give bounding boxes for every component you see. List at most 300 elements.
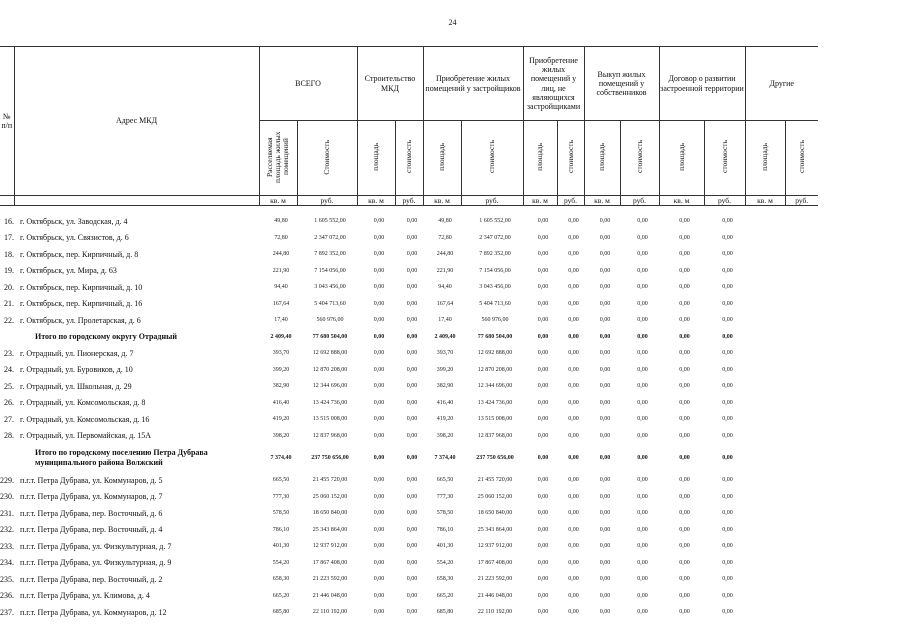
value-cell: 0,00 <box>568 234 579 241</box>
table-row <box>0 296 821 313</box>
value-cell: 0,00 <box>537 493 549 500</box>
value-cell: 665,20 <box>436 592 454 599</box>
value-cell: 0,00 <box>373 399 385 406</box>
value-cell: 1 605 552,00 <box>479 218 511 225</box>
total-label: Итого по городскому округу Отрадный <box>35 331 177 341</box>
address-cell: г. Октябрьск, ул. Связистов, д. 6 <box>20 233 129 243</box>
value-cell: 0,00 <box>722 284 733 291</box>
value-cell <box>788 395 821 412</box>
value-cell: 0,00 <box>537 543 549 550</box>
value-cell: 0,00 <box>722 333 733 340</box>
value-cell: 0,00 <box>637 267 648 274</box>
value-cell: 0,00 <box>373 416 385 423</box>
value-cell: 0,00 <box>537 399 549 406</box>
value-cell <box>748 329 788 346</box>
value-cell: 18 650 840,00 <box>477 510 513 517</box>
value-cell: 401,30 <box>272 543 290 550</box>
table-row <box>0 312 821 329</box>
value-cell: 0,00 <box>373 350 385 357</box>
value-cell: 0,00 <box>568 416 579 423</box>
value-cell: 2 409,40 <box>270 333 292 340</box>
value-cell: 0,00 <box>722 218 733 225</box>
value-cell: 0,00 <box>537 317 549 324</box>
value-cell: 0,00 <box>679 432 690 439</box>
data-table-body <box>0 213 821 621</box>
value-cell: 0,00 <box>568 218 579 225</box>
value-cell: 12 692 888,00 <box>312 350 348 357</box>
value-cell: 0,00 <box>679 267 690 274</box>
value-cell: 167,64 <box>272 300 290 307</box>
unit-area: кв. м <box>523 196 557 206</box>
value-cell: 0,00 <box>637 234 648 241</box>
address-cell: г. Октябрьск, пер. Кирпичный, д. 10 <box>20 282 143 292</box>
value-cell: 0,00 <box>406 284 418 291</box>
value-cell <box>748 279 788 296</box>
value-cell: 0,00 <box>722 526 733 533</box>
address-cell: п.г.т. Петра Дубрава, пер. Восточный, д. 4 <box>20 525 163 535</box>
value-cell: 0,00 <box>722 300 733 307</box>
value-cell: 0,00 <box>373 284 385 291</box>
table-row <box>0 263 821 280</box>
value-cell <box>788 428 821 445</box>
table-row <box>0 571 821 588</box>
value-cell: 0,00 <box>537 350 549 357</box>
subheader-cost: стоимость <box>557 121 584 196</box>
value-cell <box>788 604 821 621</box>
value-cell: 665,20 <box>272 592 290 599</box>
address-cell: г. Отрадный, ул. Первомайская, д. 15А <box>20 431 152 441</box>
value-cell: 665,50 <box>436 477 454 484</box>
value-cell: 0,00 <box>637 455 648 461</box>
value-cell: 0,00 <box>599 399 611 406</box>
value-cell: 0,00 <box>679 284 690 291</box>
row-number: 232. <box>0 525 14 535</box>
value-cell: 0,00 <box>599 234 611 241</box>
value-cell <box>748 312 788 329</box>
value-cell: 25 060 152,00 <box>312 493 348 500</box>
value-cell: 0,00 <box>679 416 690 423</box>
value-cell: 0,00 <box>637 592 648 599</box>
value-cell: 0,00 <box>722 267 733 274</box>
value-cell: 12 937 912,00 <box>312 543 348 550</box>
value-cell: 0,00 <box>568 526 579 533</box>
unit-area: кв. м <box>745 196 785 206</box>
value-cell: 0,00 <box>679 493 690 500</box>
value-cell: 0,00 <box>637 399 648 406</box>
value-cell <box>788 378 821 395</box>
value-cell <box>748 489 788 506</box>
value-cell: 0,00 <box>373 234 385 241</box>
value-cell: 13 515 008,00 <box>477 416 513 423</box>
value-cell <box>748 213 788 230</box>
value-cell: 21 455 720,00 <box>312 477 348 484</box>
value-cell <box>748 246 788 263</box>
value-cell: 0,00 <box>679 559 690 566</box>
value-cell: 0,00 <box>568 333 579 340</box>
group-header-nondeveloper-purchase: Приобретение жилых помещений у лиц, не являющихся застройщиками <box>523 47 584 121</box>
value-cell: 2 409,40 <box>434 333 456 340</box>
row-number <box>0 329 17 346</box>
value-cell: 17,40 <box>274 317 288 324</box>
value-cell <box>788 571 821 588</box>
row-number: 19. <box>4 266 14 276</box>
value-cell: 0,00 <box>568 559 579 566</box>
value-cell: 0,00 <box>679 592 690 599</box>
value-cell: 382,90 <box>272 383 290 390</box>
value-cell: 0,00 <box>599 317 611 324</box>
value-cell: 0,00 <box>406 493 418 500</box>
value-cell: 0,00 <box>679 526 690 533</box>
value-cell <box>748 296 788 313</box>
value-cell: 0,00 <box>637 300 648 307</box>
row-number: 18. <box>4 249 14 259</box>
value-cell: 0,00 <box>637 333 648 340</box>
value-cell: 0,00 <box>679 300 690 307</box>
value-cell: 0,00 <box>722 416 733 423</box>
value-cell: 13 424 736,00 <box>312 399 348 406</box>
value-cell: 416,40 <box>436 399 454 406</box>
table-header <box>0 46 818 206</box>
row-number: 27. <box>4 414 14 424</box>
value-cell: 94,40 <box>274 284 288 291</box>
value-cell: 0,00 <box>568 510 579 517</box>
value-cell <box>788 312 821 329</box>
value-cell: 22 110 192,00 <box>312 609 348 616</box>
value-cell: 0,00 <box>406 399 418 406</box>
value-cell <box>788 279 821 296</box>
value-cell: 0,00 <box>722 455 733 461</box>
value-cell: 578,50 <box>436 510 454 517</box>
value-cell: 685,80 <box>272 609 290 616</box>
value-cell: 0,00 <box>637 510 648 517</box>
address-cell: г. Октябрьск, ул. Мира, д. 63 <box>20 266 117 276</box>
value-cell: 419,20 <box>436 416 454 423</box>
value-cell: 0,00 <box>599 333 611 340</box>
value-cell: 0,00 <box>406 333 418 340</box>
table-row <box>0 246 821 263</box>
value-cell: 7 154 056,00 <box>479 267 511 274</box>
value-cell: 0,00 <box>679 350 690 357</box>
value-cell <box>748 444 788 472</box>
value-cell: 399,20 <box>272 366 290 373</box>
unit-rub: руб. <box>557 196 584 206</box>
value-cell: 0,00 <box>373 576 385 583</box>
row-number: 231. <box>0 508 14 518</box>
value-cell: 0,00 <box>679 399 690 406</box>
value-cell: 0,00 <box>537 333 549 340</box>
value-cell: 167,64 <box>436 300 454 307</box>
value-cell: 22 110 192,00 <box>477 609 513 616</box>
value-cell <box>788 505 821 522</box>
value-cell: 0,00 <box>599 350 611 357</box>
value-cell: 0,00 <box>406 317 418 324</box>
value-cell: 0,00 <box>722 234 733 241</box>
value-cell: 49,80 <box>438 218 452 225</box>
value-cell: 2 347 072,00 <box>314 234 346 241</box>
group-header-construction: Строительство МКД <box>357 47 423 121</box>
address-cell: г. Октябрьск, ул. Пролетарская, д. 6 <box>20 315 141 325</box>
value-cell: 77 680 504,00 <box>312 333 348 340</box>
address-cell: п.г.т. Петра Дубрава, ул. Коммунаров, д. 12 <box>20 607 167 617</box>
group-header-buyout: Выкуп жилых помещений у собственников <box>584 47 659 121</box>
value-cell: 0,00 <box>406 383 418 390</box>
value-cell: 0,00 <box>537 559 549 566</box>
value-cell: 12 937 912,00 <box>477 543 513 550</box>
table-row <box>0 213 821 230</box>
unit-area: кв. м <box>659 196 704 206</box>
unit-rub: руб. <box>395 196 423 206</box>
value-cell: 0,00 <box>722 592 733 599</box>
value-cell: 554,20 <box>272 559 290 566</box>
table-row <box>0 279 821 296</box>
page-number: 24 <box>448 18 457 27</box>
value-cell: 0,00 <box>599 284 611 291</box>
value-cell: 0,00 <box>679 576 690 583</box>
value-cell: 0,00 <box>679 234 690 241</box>
value-cell: 0,00 <box>722 251 733 258</box>
value-cell: 0,00 <box>599 559 611 566</box>
value-cell <box>788 230 821 247</box>
value-cell: 0,00 <box>406 526 418 533</box>
value-cell: 21 446 048,00 <box>477 592 513 599</box>
value-cell <box>788 555 821 572</box>
value-cell <box>748 362 788 379</box>
address-cell: п.г.т. Петра Дубрава, ул. Коммунаров, д. 5 <box>20 475 163 485</box>
value-cell: 0,00 <box>537 432 549 439</box>
row-number: 21. <box>4 299 14 309</box>
value-cell: 786,10 <box>436 526 454 533</box>
address-cell: п.г.т. Петра Дубрава, ул. Коммунаров, д. 7 <box>20 492 163 502</box>
value-cell: 0,00 <box>568 284 579 291</box>
row-number: 236. <box>0 591 14 601</box>
unit-area: кв. м <box>423 196 461 206</box>
value-cell: 25 060 152,00 <box>477 493 513 500</box>
value-cell: 0,00 <box>722 317 733 324</box>
table-row <box>0 555 821 572</box>
value-cell <box>748 263 788 280</box>
value-cell: 0,00 <box>599 432 611 439</box>
value-cell: 0,00 <box>568 251 579 258</box>
address-cell: п.г.т. Петра Дубрава, ул. Климова, д. 4 <box>20 591 150 601</box>
value-cell: 0,00 <box>537 477 549 484</box>
value-cell: 0,00 <box>722 510 733 517</box>
value-cell <box>748 472 788 489</box>
value-cell: 0,00 <box>599 366 611 373</box>
value-cell: 0,00 <box>406 350 418 357</box>
value-cell: 0,00 <box>679 317 690 324</box>
unit-rub: руб. <box>704 196 745 206</box>
table-row <box>0 538 821 555</box>
value-cell: 0,00 <box>406 559 418 566</box>
value-cell: 0,00 <box>637 477 648 484</box>
value-cell: 0,00 <box>568 399 579 406</box>
value-cell <box>748 378 788 395</box>
value-cell: 72,80 <box>438 234 452 241</box>
value-cell: 0,00 <box>568 350 579 357</box>
value-cell: 419,20 <box>272 416 290 423</box>
value-cell: 0,00 <box>568 609 579 616</box>
value-cell: 0,00 <box>637 366 648 373</box>
value-cell: 0,00 <box>679 383 690 390</box>
value-cell: 5 404 713,60 <box>314 300 346 307</box>
address-cell: г. Октябрьск, пер. Кирпичный, д. 8 <box>20 249 139 259</box>
value-cell: 0,00 <box>373 559 385 566</box>
value-cell: 221,90 <box>272 267 290 274</box>
row-number: 230. <box>0 492 14 502</box>
value-cell: 0,00 <box>537 251 549 258</box>
value-cell: 665,50 <box>272 477 290 484</box>
value-cell: 0,00 <box>568 477 579 484</box>
value-cell: 0,00 <box>373 493 385 500</box>
value-cell: 0,00 <box>637 383 648 390</box>
value-cell: 0,00 <box>722 432 733 439</box>
row-number <box>0 444 17 472</box>
address-cell: п.г.т. Петра Дубрава, пер. Восточный, д. 6 <box>20 508 163 518</box>
address-column-header: Адрес МКД <box>14 47 259 196</box>
value-cell: 0,00 <box>406 510 418 517</box>
value-cell: 0,00 <box>373 609 385 616</box>
value-cell: 0,00 <box>637 416 648 423</box>
value-cell: 237 750 656,00 <box>476 455 514 461</box>
subheader-area: площадь <box>584 121 620 196</box>
value-cell: 0,00 <box>599 526 611 533</box>
value-cell: 0,00 <box>679 510 690 517</box>
value-cell: 244,80 <box>436 251 454 258</box>
value-cell: 0,00 <box>568 383 579 390</box>
table-row <box>0 378 821 395</box>
value-cell: 72,80 <box>274 234 288 241</box>
value-cell: 12 870 208,00 <box>477 366 513 373</box>
value-cell: 0,00 <box>373 366 385 373</box>
total-row <box>0 329 821 346</box>
table-row <box>0 411 821 428</box>
value-cell: 0,00 <box>373 526 385 533</box>
value-cell: 0,00 <box>568 592 579 599</box>
value-cell <box>748 428 788 445</box>
value-cell: 5 404 713,60 <box>479 300 511 307</box>
unit-area: кв. м <box>357 196 395 206</box>
value-cell: 0,00 <box>373 251 385 258</box>
value-cell: 777,30 <box>272 493 290 500</box>
value-cell: 94,40 <box>438 284 452 291</box>
value-cell: 7 374,40 <box>434 455 456 461</box>
value-cell: 0,00 <box>373 477 385 484</box>
value-cell: 7 892 352,00 <box>314 251 346 258</box>
group-header-total: ВСЕГО <box>259 47 357 121</box>
value-cell: 0,00 <box>537 284 549 291</box>
total-row <box>0 444 821 472</box>
value-cell: 0,00 <box>568 432 579 439</box>
value-cell: 0,00 <box>679 455 690 461</box>
row-number: 26. <box>4 398 14 408</box>
value-cell: 777,30 <box>436 493 454 500</box>
value-cell: 21 223 592,00 <box>312 576 348 583</box>
value-cell: 13 424 736,00 <box>477 399 513 406</box>
value-cell: 401,30 <box>436 543 454 550</box>
value-cell: 0,00 <box>599 251 611 258</box>
unit-area: кв. м <box>259 196 297 206</box>
subheader-cost: стоимость <box>704 121 745 196</box>
group-header-developer-purchase: Приобретение жилых помещений у застройщиков <box>423 47 523 121</box>
value-cell: 12 837 968,00 <box>312 432 348 439</box>
value-cell: 0,00 <box>568 455 579 461</box>
subheader-cost: стоимость <box>461 121 523 196</box>
value-cell <box>788 296 821 313</box>
subheader-cost: стоимость <box>395 121 423 196</box>
address-cell: п.г.т. Петра Дубрава, ул. Физкультурная, д. 7 <box>20 541 172 551</box>
value-cell: 0,00 <box>637 350 648 357</box>
value-cell: 0,00 <box>679 251 690 258</box>
group-header-territory-development: Договор о развитии застроенной территории <box>659 47 745 121</box>
value-cell: 0,00 <box>406 432 418 439</box>
value-cell: 0,00 <box>537 234 549 241</box>
value-cell: 7 374,40 <box>270 455 292 461</box>
address-cell: г. Отрадный, ул. Комсомольская, д. 16 <box>20 414 150 424</box>
value-cell: 0,00 <box>637 576 648 583</box>
value-cell: 0,00 <box>722 399 733 406</box>
value-cell: 0,00 <box>537 592 549 599</box>
value-cell: 0,00 <box>406 218 418 225</box>
value-cell: 0,00 <box>373 455 385 461</box>
value-cell <box>748 604 788 621</box>
address-cell: г. Отрадный, ул. Пионерская, д. 7 <box>20 348 134 358</box>
value-cell: 0,00 <box>406 477 418 484</box>
value-cell: 0,00 <box>373 510 385 517</box>
table-row <box>0 362 821 379</box>
value-cell: 0,00 <box>599 510 611 517</box>
value-cell: 0,00 <box>722 477 733 484</box>
value-cell: 0,00 <box>568 576 579 583</box>
value-cell: 21 455 720,00 <box>477 477 513 484</box>
value-cell: 0,00 <box>637 543 648 550</box>
row-number: 24. <box>4 365 14 375</box>
value-cell: 0,00 <box>373 543 385 550</box>
value-cell: 0,00 <box>679 477 690 484</box>
number-column-header: № п/п <box>0 47 14 196</box>
value-cell: 0,00 <box>537 267 549 274</box>
table-row <box>0 472 821 489</box>
value-cell <box>788 263 821 280</box>
table-row <box>0 588 821 605</box>
value-cell: 0,00 <box>537 576 549 583</box>
value-cell <box>788 213 821 230</box>
address-cell: п.г.т. Петра Дубрава, ул. Физкультурная, д. 9 <box>20 558 172 568</box>
group-header-other: Другие <box>745 47 818 121</box>
value-cell: 0,00 <box>537 510 549 517</box>
value-cell: 17,40 <box>438 317 452 324</box>
value-cell: 0,00 <box>722 609 733 616</box>
value-cell: 0,00 <box>679 609 690 616</box>
value-cell: 0,00 <box>599 300 611 307</box>
value-cell: 17 867 408,00 <box>477 559 513 566</box>
value-cell: 3 043 456,00 <box>479 284 511 291</box>
row-number: 22. <box>4 315 14 325</box>
value-cell: 0,00 <box>406 234 418 241</box>
value-cell: 0,00 <box>637 284 648 291</box>
value-cell: 221,90 <box>436 267 454 274</box>
value-cell: 12 344 696,00 <box>312 383 348 390</box>
value-cell: 398,20 <box>272 432 290 439</box>
table-row <box>0 428 821 445</box>
table-row <box>0 505 821 522</box>
value-cell: 0,00 <box>722 366 733 373</box>
value-cell <box>788 538 821 555</box>
value-cell: 393,70 <box>272 350 290 357</box>
value-cell <box>788 588 821 605</box>
value-cell <box>748 538 788 555</box>
subheader-area: площадь <box>523 121 557 196</box>
value-cell: 0,00 <box>537 366 549 373</box>
